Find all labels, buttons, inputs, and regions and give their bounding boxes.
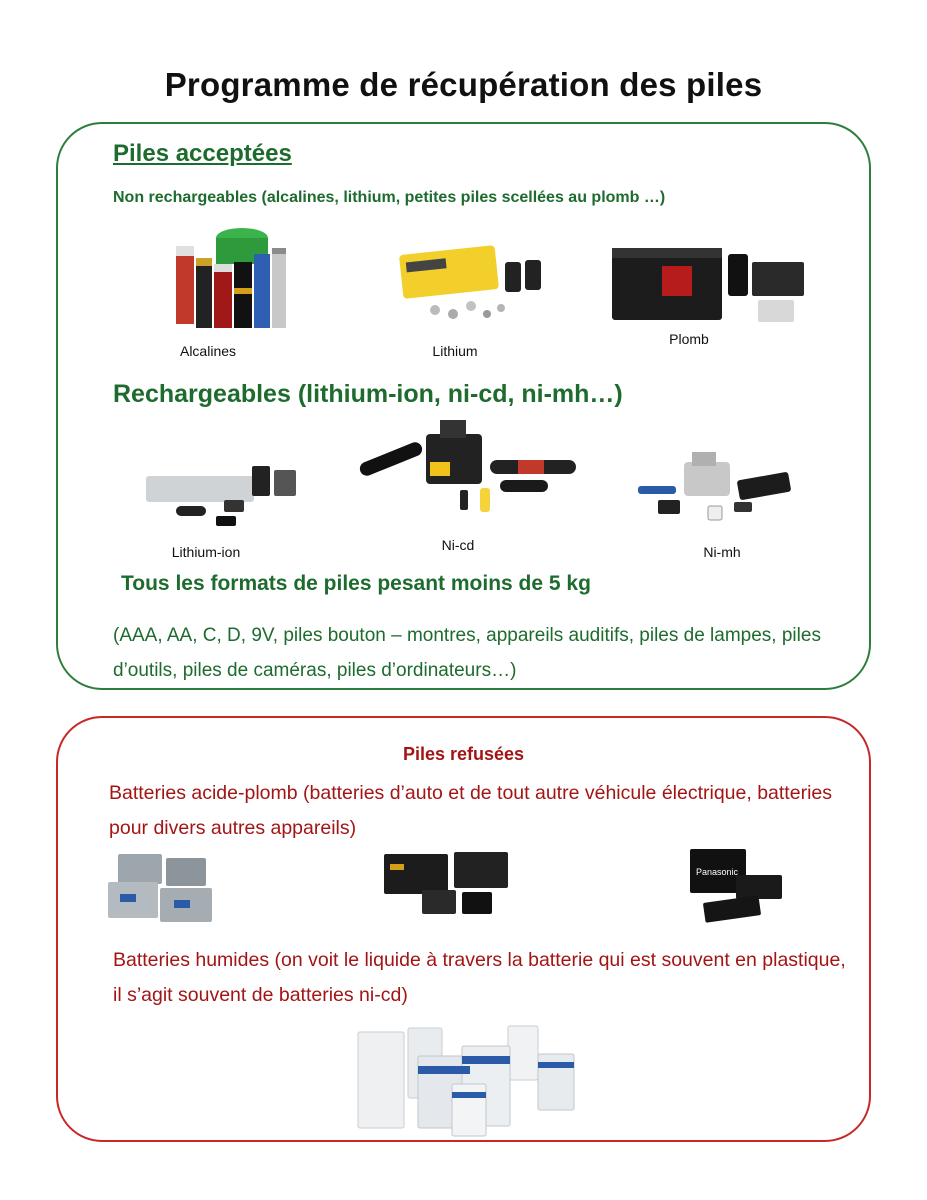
acid-lead-batteries-image-2 bbox=[382, 850, 512, 920]
refused-heading: Piles refusées bbox=[402, 744, 525, 764]
caption-lithium: Lithium bbox=[432, 343, 478, 359]
caption-ni-mh: Ni-mh bbox=[703, 544, 741, 560]
rechargeable-heading: Rechargeables (lithium-ion, ni-cd, ni-mh…) bbox=[113, 380, 623, 408]
lithium-batteries-image bbox=[395, 240, 555, 330]
wet-batteries-image bbox=[352, 1022, 582, 1140]
formats-description: (AAA, AA, C, D, 9V, piles bouton – montres, appareils auditifs, piles de lampes, piles d’outils, piles de caméras, piles d’ordinateurs…) bbox=[113, 625, 821, 681]
wet-batteries-description: Batteries humides (on voit le liquide à travers la batterie qui est souvent en plastique, il s’agit souvent de batteries ni-cd) bbox=[113, 949, 846, 1006]
formats-heading: Tous les formats de piles pesant moins de 5 kg bbox=[121, 572, 591, 595]
acid-lead-description: Batteries acide-plomb (batteries d’auto et de tout autre véhicule électrique, batteries pour divers autres appareils) bbox=[109, 782, 832, 839]
lithium-ion-batteries-image bbox=[140, 460, 305, 530]
caption-ni-cd: Ni-cd bbox=[441, 537, 475, 553]
alkaline-batteries-image bbox=[160, 218, 300, 333]
acid-lead-batteries-image-3 bbox=[686, 845, 796, 927]
accepted-heading: Piles acceptées bbox=[113, 140, 292, 167]
non-rechargeable-heading: Non rechargeables (alcalines, lithium, petites piles scellées au plomb …) bbox=[113, 189, 666, 206]
caption-alcalines: Alcalines bbox=[179, 343, 237, 359]
ni-mh-batteries-image bbox=[632, 448, 797, 526]
acid-lead-batteries-image-1 bbox=[104, 848, 224, 928]
ni-cd-batteries-image bbox=[350, 414, 590, 518]
lead-batteries-image bbox=[608, 240, 808, 326]
caption-lithium-ion: Lithium-ion bbox=[171, 544, 241, 560]
panasonic-label: Panasonic bbox=[696, 867, 739, 877]
caption-plomb: Plomb bbox=[669, 331, 709, 347]
page-title: Programme de récupération des piles bbox=[164, 66, 763, 103]
